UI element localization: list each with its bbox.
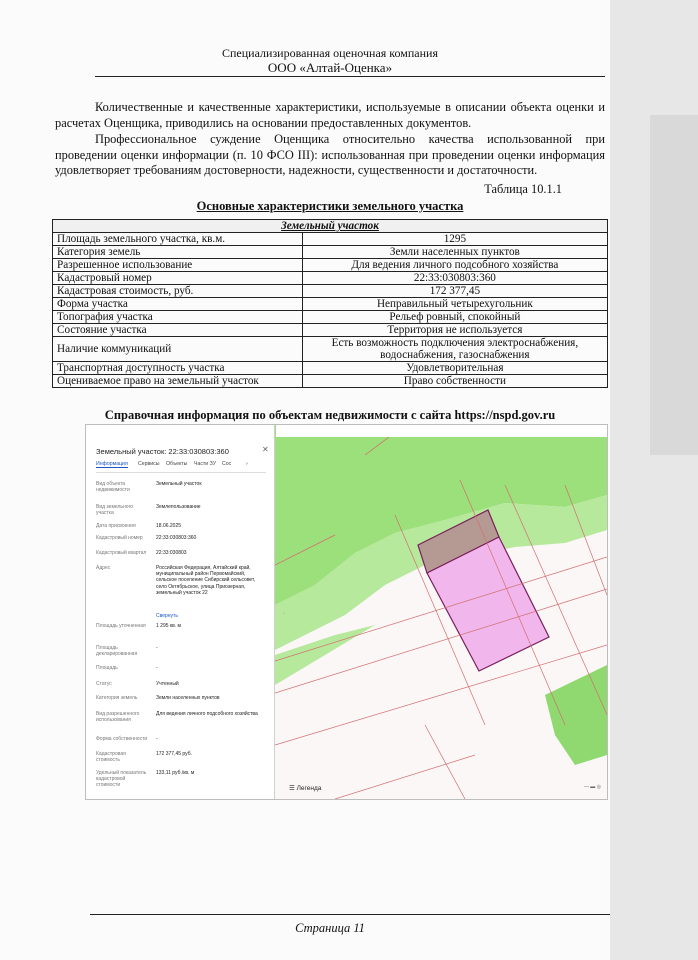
table-row [53, 337, 608, 362]
field-label: Вид разрешенного использования [96, 711, 140, 724]
svg-text:·: · [283, 611, 285, 617]
table-row [53, 324, 608, 337]
header-rule [95, 76, 605, 77]
field-value: 133,11 руб./кв. м [156, 770, 195, 776]
tab-3[interactable]: Объекты [166, 461, 188, 467]
info-panel [86, 425, 275, 799]
map-scale-controls[interactable]: — ▬ ◎ [583, 784, 601, 790]
row-label: Наличие коммуникаций [53, 337, 303, 362]
field-value: Учтенный [156, 681, 179, 687]
table-section-title: Земельный участок [53, 220, 608, 233]
row-label: Форма участка [53, 298, 303, 311]
intro-paragraph-1: Количественные и качественные характеристики, используемые в описании объекта оценки и расчетах Оценщика, приводились на основании предоставленных документов. [55, 100, 605, 130]
field-label: Площадь уточненная [96, 623, 146, 629]
company-type: Специализированная оценочная компания [222, 46, 438, 60]
close-icon[interactable]: ✕ [262, 445, 269, 454]
table-row [53, 259, 608, 272]
table-row [53, 298, 608, 311]
map-toolbar [276, 425, 607, 437]
reference-title: Справочная информация по объектам недвижимости с сайта https://nspd.gov.ru [104, 408, 556, 422]
table-row [53, 362, 608, 375]
field-label: Площадь [96, 665, 118, 671]
field-value: 22:33:030803:360 [156, 535, 197, 541]
field-value: - [156, 645, 158, 651]
row-value: Право собственности [302, 375, 607, 388]
field-label: Кадастровая стоимость [96, 751, 126, 764]
panel-title: Земельный участок: 22:33:030803:360 [96, 447, 229, 456]
field-label: Удельный показатель кадастровой стоимости [96, 770, 147, 789]
tab-5[interactable]: Сос [222, 461, 232, 467]
field-value: Земельный участок [156, 481, 202, 487]
row-label: Разрешенное использование [53, 259, 303, 272]
table-row [53, 246, 608, 259]
nspd-screenshot [85, 424, 608, 800]
field-label: Вид объекта недвижимости [96, 481, 130, 494]
table-reference: Таблица 10.1.1 [484, 182, 562, 196]
legend-label: Легенда [296, 785, 322, 792]
map-legend-button[interactable]: ☰ Легенда [289, 785, 322, 792]
field-label: Вид земельного участка [96, 504, 134, 517]
intro-paragraph-2: Профессиональное суждение Оценщика относительно качества использованной при проведении оценки информации (п. 10 ФСО III): использованная при проведении оценки информация удовлетворяет требованиям достоверности, надежности, существенности и достаточности. [55, 132, 605, 177]
row-value: Неправильный четырехугольник [302, 298, 607, 311]
company-name: ООО «Алтай-Оценка» [267, 60, 393, 75]
field-value: 22:33:030803 [156, 550, 187, 556]
row-value: Для ведения личного подсобного хозяйства [302, 259, 607, 272]
row-value: Территория не используется [302, 324, 607, 337]
field-value: 18.06.2025 [156, 523, 182, 529]
field-label: Категория земель [96, 695, 138, 701]
row-label: Состояние участка [53, 324, 303, 337]
field-value: Земли населенных пунктов [156, 695, 220, 701]
table-row [53, 311, 608, 324]
tabs-more-icon[interactable]: › [246, 461, 248, 467]
row-label: Кадастровая стоимость, руб. [53, 285, 303, 298]
tab-2[interactable]: Сервисы [138, 461, 160, 467]
row-value: 172 377,45 [302, 285, 607, 298]
field-value: - [156, 665, 158, 671]
cadastral-map[interactable] [275, 425, 607, 799]
row-label: Категория земель [53, 246, 303, 259]
collapse-link[interactable]: Свернуть [156, 613, 178, 619]
row-value: 1295 [302, 233, 607, 246]
characteristics-table [52, 219, 608, 388]
row-value: Есть возможность подключения электроснабжения, водоснабжения, газоснабжения [302, 337, 607, 362]
row-value: Рельеф ровный, спокойный [302, 311, 607, 324]
next-page-table-fragment [650, 115, 698, 455]
row-value: 22:33:030803:360 [302, 272, 607, 285]
tab-4[interactable]: Части ЗУ [194, 461, 217, 467]
table-row [53, 233, 608, 246]
field-value: 172 377,45 руб. [156, 751, 192, 757]
row-label: Топография участка [53, 311, 303, 324]
row-value: Земли населенных пунктов [302, 246, 607, 259]
field-value: Российская Федерация, Алтайский край, муниципальный район Первомайский, сельское поселение Сибирский сельсовет, село Октябрьское, улица Приозерная, земельный участок 22 [156, 565, 256, 596]
field-label: Кадастровый квартал [96, 550, 147, 556]
field-label: Площадь декларированная [96, 645, 138, 658]
field-value: Землепользование [156, 504, 201, 510]
panel-tabs [96, 459, 266, 473]
table-section-row [53, 220, 608, 233]
table-title: Основные характеристики земельного участка [196, 199, 464, 213]
row-label: Кадастровый номер [53, 272, 303, 285]
table-row [53, 272, 608, 285]
row-value: Удовлетворительная [302, 362, 607, 375]
field-label: Адрес [96, 565, 111, 571]
field-value: - [156, 736, 158, 742]
row-label: Оцениваемое право на земельный участок [53, 375, 303, 388]
footer-rule [90, 914, 610, 915]
page-number: Страница 11 [295, 921, 365, 935]
row-label: Транспортная доступность участка [53, 362, 303, 375]
field-label: Форма собственности [96, 736, 148, 742]
field-label: Статус [96, 681, 112, 687]
row-label: Площадь земельного участка, кв.м. [53, 233, 303, 246]
field-value: 1 295 кв. м [156, 623, 181, 629]
tab-1[interactable]: Информация [96, 461, 128, 467]
field-value: Для ведения личного подсобного хозяйства [156, 711, 258, 717]
table-row [53, 375, 608, 388]
field-label: Дата присвоения [96, 523, 136, 529]
table-row [53, 285, 608, 298]
field-label: Кадастровый номер [96, 535, 143, 541]
